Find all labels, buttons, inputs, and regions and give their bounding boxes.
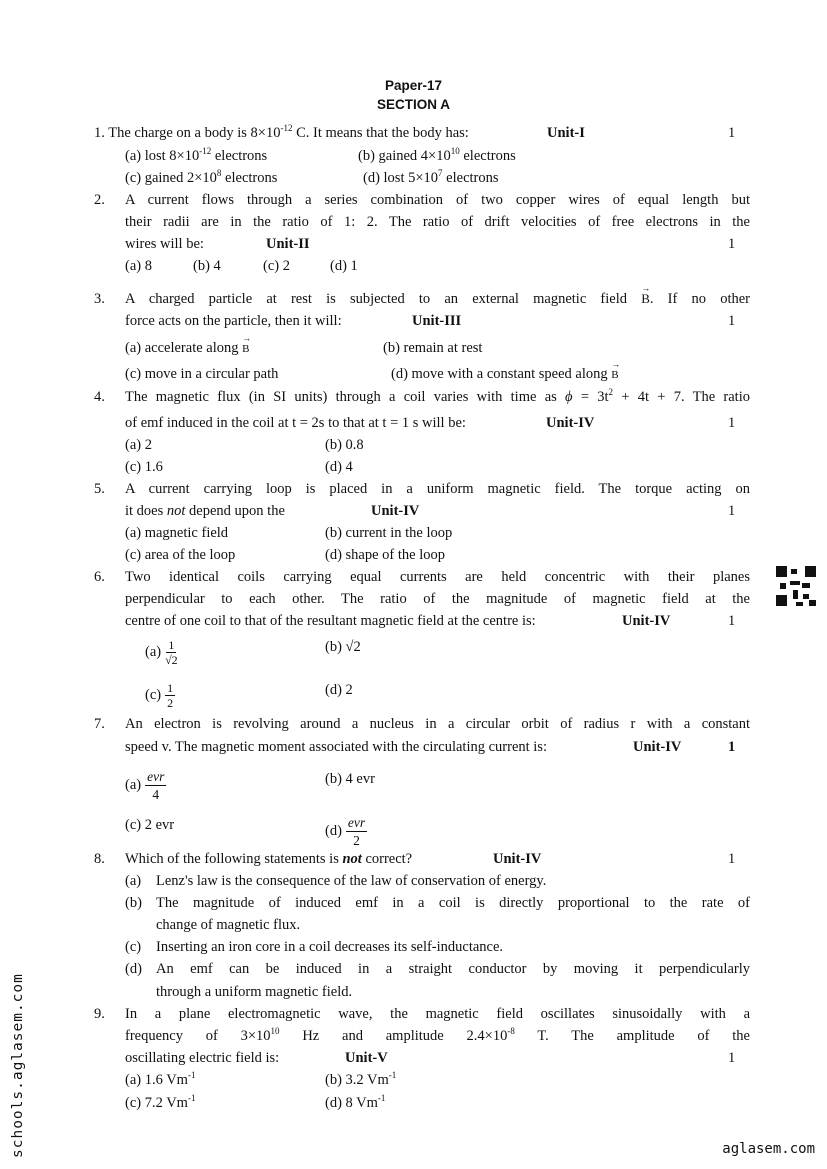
option-c: Inserting an iron core in a coil decreases its self-inductance. [156, 939, 504, 955]
option-c: (c) gained $2\times 10^8$ electrons [125, 168, 278, 186]
unit-label: Unit-III [412, 313, 462, 329]
option-c: (c) 2 [263, 258, 290, 274]
question-number: 2. [94, 192, 105, 208]
option-b: (b) √2 [325, 639, 361, 655]
question-9-line: oscillating electric field is: [125, 1050, 280, 1066]
unit-label: Unit-IV [633, 739, 682, 755]
question-2-line: their radii are in the ratio of 1: 2. The ratio of drift velocities of free electrons in the [125, 214, 750, 230]
option-d: (d) lost $5\times 10^7$ electrons [363, 168, 499, 186]
question-3-line: force acts on the particle, then it will: [125, 313, 342, 329]
marks: 1 [728, 125, 736, 141]
question-3-line: A charged particle at rest is subjected to an external magnetic field → B. If no other [125, 290, 750, 308]
question-4-line: The magnetic flux (in SI units) through a coil varies with time as $\phi = 3t^2 + 4t + 7$. The ratio [125, 387, 750, 405]
marks: 1 [728, 415, 736, 431]
option-b: (b) 4 [193, 258, 221, 274]
option-b: (b) gained $4\times 10^{10}$ electrons [358, 146, 516, 164]
option-b: (b) remain at rest [383, 340, 483, 356]
option-a: (a) 8 [125, 258, 152, 274]
question-number: 9. [94, 1006, 105, 1022]
question-number: 3. [94, 291, 105, 307]
marks: 1 [728, 313, 736, 329]
question-number: 4. [94, 389, 105, 405]
marks: 1 [728, 236, 736, 252]
unit-label: Unit-IV [546, 415, 595, 431]
question-number: 7. [94, 716, 105, 732]
unit-label: Unit-IV [493, 851, 542, 867]
option-b: The magnitude of induced emf in a coil is directly proportional to the rate of [156, 895, 750, 911]
option-a: (a) $\frac{1}{√2}$ [145, 638, 178, 667]
marks: 1 [728, 613, 736, 629]
question-9-line: frequency of $3\times 10^{10}$ Hz and amplitude $2.4\times 10^{-8}$ T. The amplitude of the [125, 1026, 750, 1044]
question-2-line: wires will be: [125, 236, 204, 252]
option-a: (a) magnetic field [125, 525, 229, 541]
option-a: (a) accelerate along → B [125, 339, 249, 358]
option-d-label: (d) [125, 961, 142, 977]
marks: 1 [728, 503, 736, 519]
option-a: (a) 2 [125, 437, 152, 453]
question-6-line: Two identical coils carrying equal currents are held concentric with their planes [125, 569, 750, 585]
question-7-line: An electron is revolving around a nucleus in a circular orbit of radius r with a constant [125, 716, 751, 732]
unit-label: Unit-I [547, 125, 585, 141]
option-c: (c) $\frac{1}{2}$ [145, 681, 174, 710]
qr-code [776, 566, 816, 606]
option-c: (c) 2 evr [125, 817, 175, 833]
question-6-line: perpendicular to each other. The ratio of the magnitude of magnetic field at the [125, 591, 750, 607]
marks: 1 [728, 851, 736, 867]
question-5-line: it does not depend upon the [125, 503, 285, 519]
option-b: (b) 4 evr [325, 771, 375, 787]
question-8-line: Which of the following statements is not correct? [125, 851, 413, 867]
option-b-cont: change of magnetic flux. [156, 917, 301, 933]
question-number: 6. [94, 569, 105, 585]
option-a: (a) $\frac{\text{evr}}{4}$ [125, 769, 165, 802]
unit-label: Unit-II [266, 236, 310, 252]
option-c: (c) 1.6 [125, 459, 163, 475]
question-9-line: In a plane electromagnetic wave, the magnetic field oscillates sinusoidally with a [125, 1006, 750, 1022]
option-d: (d) move with a constant speed along → B [391, 365, 619, 384]
option-a: (a) lost $8\times 10^{-12}$ electrons [125, 146, 268, 164]
unit-label: Unit-IV [622, 613, 671, 629]
unit-label: Unit-V [345, 1050, 388, 1066]
marks: 1 [728, 739, 736, 755]
question-number: 5. [94, 481, 105, 497]
option-d: (d) $\frac{\text{evr}}{2}$ [325, 815, 366, 848]
option-b: (b) current in the loop [325, 525, 453, 541]
option-a: (a) 1.6 $Vm^{-1}$ [125, 1070, 196, 1088]
option-b: (b) 0.8 [325, 437, 364, 453]
paper-title: Paper-17 [384, 78, 443, 93]
question-number: 8. [94, 851, 105, 867]
question-6-line: centre of one coil to that of the resultant magnetic field at the centre is: [125, 613, 536, 629]
section-title: SECTION A [376, 97, 450, 112]
option-b-label: (b) [125, 895, 142, 911]
option-b: (b) 3.2 $Vm^{-1}$ [325, 1070, 397, 1088]
option-d: An emf can be induced in a straight conductor by moving it perpendicularly [156, 961, 750, 977]
watermark-vertical: schools.aglasem.com [10, 973, 26, 1158]
question-1: 1. The charge on a body is $8\times 10^{-12}$ C. It means that the body has: [94, 123, 469, 141]
option-d: (d) shape of the loop [325, 547, 445, 563]
option-d: (d) 8 $Vm^{-1}$ [325, 1093, 386, 1111]
unit-label: Unit-IV [371, 503, 420, 519]
question-2-line: A current flows through a series combination of two copper wires of equal length but [125, 192, 750, 208]
option-a: Lenz's law is the consequence of the law of conservation of energy. [156, 873, 547, 889]
option-d: (d) 4 [325, 459, 353, 475]
question-4-line: of emf induced in the coil at t = 2s to that at t = 1 s will be: [125, 415, 466, 431]
option-a-label: (a) [125, 873, 142, 889]
option-c: (c) move in a circular path [125, 366, 279, 382]
option-d: (d) 2 [325, 682, 353, 698]
marks: 1 [728, 1050, 736, 1066]
option-d-cont: through a uniform magnetic field. [156, 984, 353, 1000]
question-7-line: speed v. The magnetic moment associated with the circulating current is: [125, 739, 547, 755]
option-c-label: (c) [125, 939, 142, 955]
question-5-line: A current carrying loop is placed in a uniform magnetic field. The torque acting on [125, 481, 750, 497]
option-c: (c) area of the loop [125, 547, 236, 563]
option-d: (d) 1 [330, 258, 358, 274]
watermark-footer: aglasem.com [722, 1141, 815, 1157]
option-c: (c) 7.2 $Vm^{-1}$ [125, 1093, 196, 1111]
